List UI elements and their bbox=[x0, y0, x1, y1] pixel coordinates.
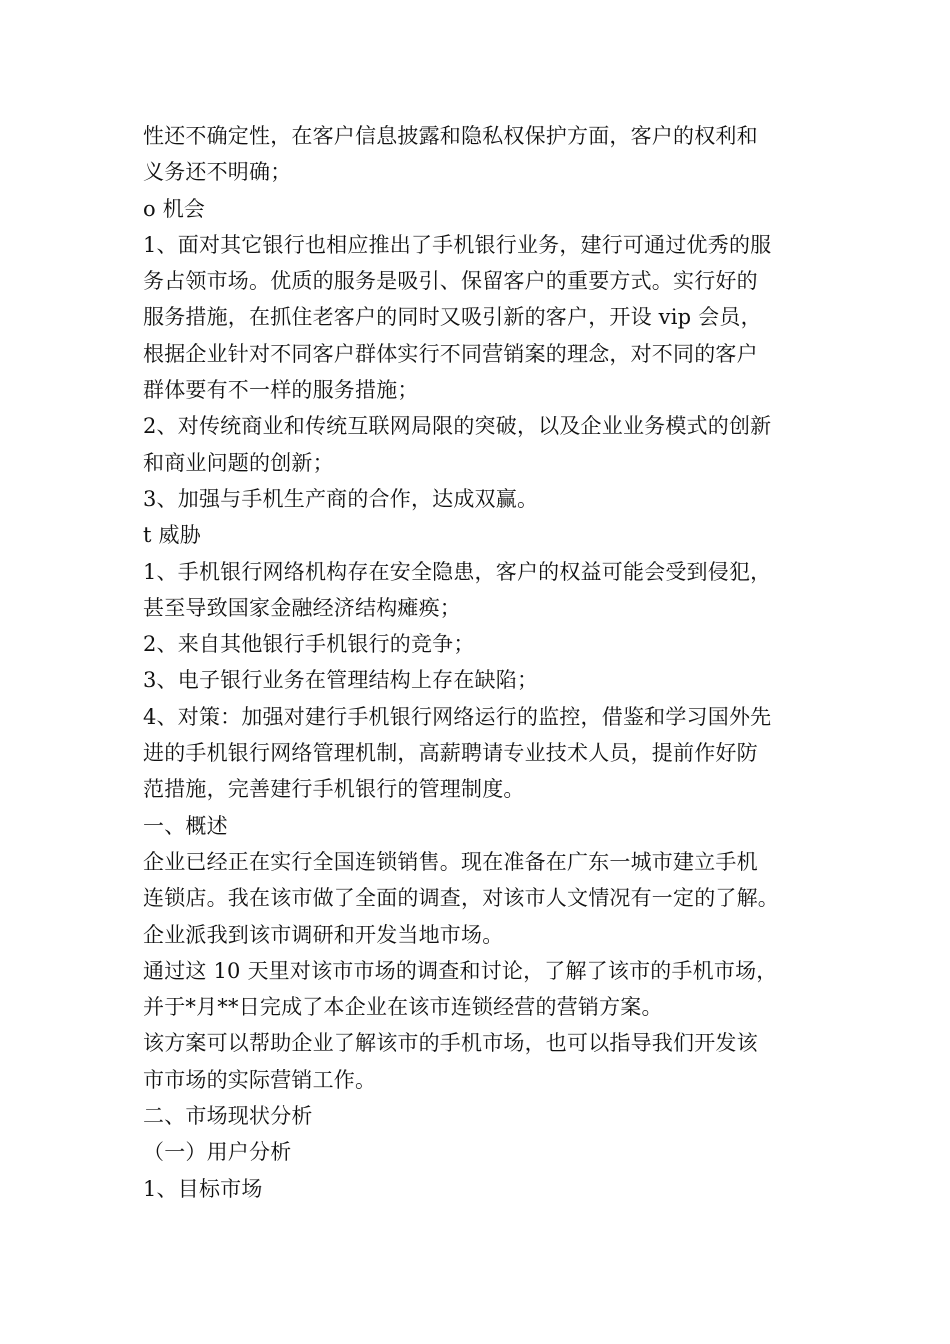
text-line: 连锁店。我在该市做了全面的调查，对该市人文情况有一定的了解。 bbox=[143, 886, 779, 911]
section-heading-opportunity: o 机会 bbox=[143, 196, 206, 221]
text-line: 并于*月**日完成了本企业在该市连锁经营的营销方案。 bbox=[143, 995, 663, 1020]
text-line: 企业派我到该市调研和开发当地市场。 bbox=[143, 922, 504, 947]
section-heading-threat: t 威胁 bbox=[143, 523, 201, 548]
text-line: 根据企业针对不同客户群体实行不同营销案的理念，对不同的客户 bbox=[143, 341, 758, 366]
text-line: 范措施，完善建行手机银行的管理制度。 bbox=[143, 777, 525, 802]
text-line: 性还不确定性，在客户信息披露和隐私权保护方面，客户的权利和 bbox=[143, 124, 758, 148]
text-line: 1、面对其它银行也相应推出了手机银行业务，建行可通过优秀的服 bbox=[143, 232, 772, 257]
text-line: 甚至导致国家金融经济结构瘫痪； bbox=[143, 595, 461, 620]
text-line: 3、加强与手机生产商的合作，达成双赢。 bbox=[143, 486, 539, 511]
subsection-heading-user-analysis: （一）用户分析 bbox=[143, 1140, 292, 1165]
section-heading-overview: 一、概述 bbox=[143, 813, 228, 838]
section-heading-market-analysis: 二、市场现状分析 bbox=[143, 1104, 313, 1129]
text-line: 服务措施，在抓住老客户的同时又吸引新的客户，开设 vip 会员， bbox=[143, 305, 762, 330]
text-line: 市市场的实际营销工作。 bbox=[143, 1067, 377, 1092]
text-line: 和商业问题的创新； bbox=[143, 450, 334, 475]
text-line: 2、对传统商业和传统互联网局限的突破，以及企业业务模式的创新 bbox=[143, 414, 772, 439]
text-line: 进的手机银行网络管理机制，高薪聘请专业技术人员，提前作好防 bbox=[143, 741, 758, 766]
text-line: 该方案可以帮助企业了解该市的手机市场，也可以指导我们开发该 bbox=[143, 1031, 758, 1056]
text-line: 群体要有不一样的服务措施； bbox=[143, 378, 419, 403]
text-line: 义务还不明确； bbox=[143, 160, 292, 185]
text-line: 通过这 10 天里对该市市场的调查和讨论，了解了该市的手机市场， bbox=[143, 958, 778, 983]
text-line: 2、来自其他银行手机银行的竞争； bbox=[143, 632, 475, 657]
text-line: 企业已经正在实行全国连锁销售。现在准备在广东一城市建立手机 bbox=[143, 849, 758, 874]
text-line: 4、对策：加强对建行手机银行网络运行的监控，借鉴和学习国外先 bbox=[143, 704, 772, 729]
text-line: 3、电子银行业务在管理结构上存在缺陷； bbox=[143, 668, 539, 693]
subsection-heading-target-market: 1、目标市场 bbox=[143, 1176, 263, 1201]
document-body bbox=[143, 118, 823, 1207]
text-line: 1、手机银行网络机构存在安全隐患，客户的权益可能会受到侵犯， bbox=[143, 559, 772, 584]
text-line: 务占领市场。优质的服务是吸引、保留客户的重要方式。实行好的 bbox=[143, 269, 758, 294]
